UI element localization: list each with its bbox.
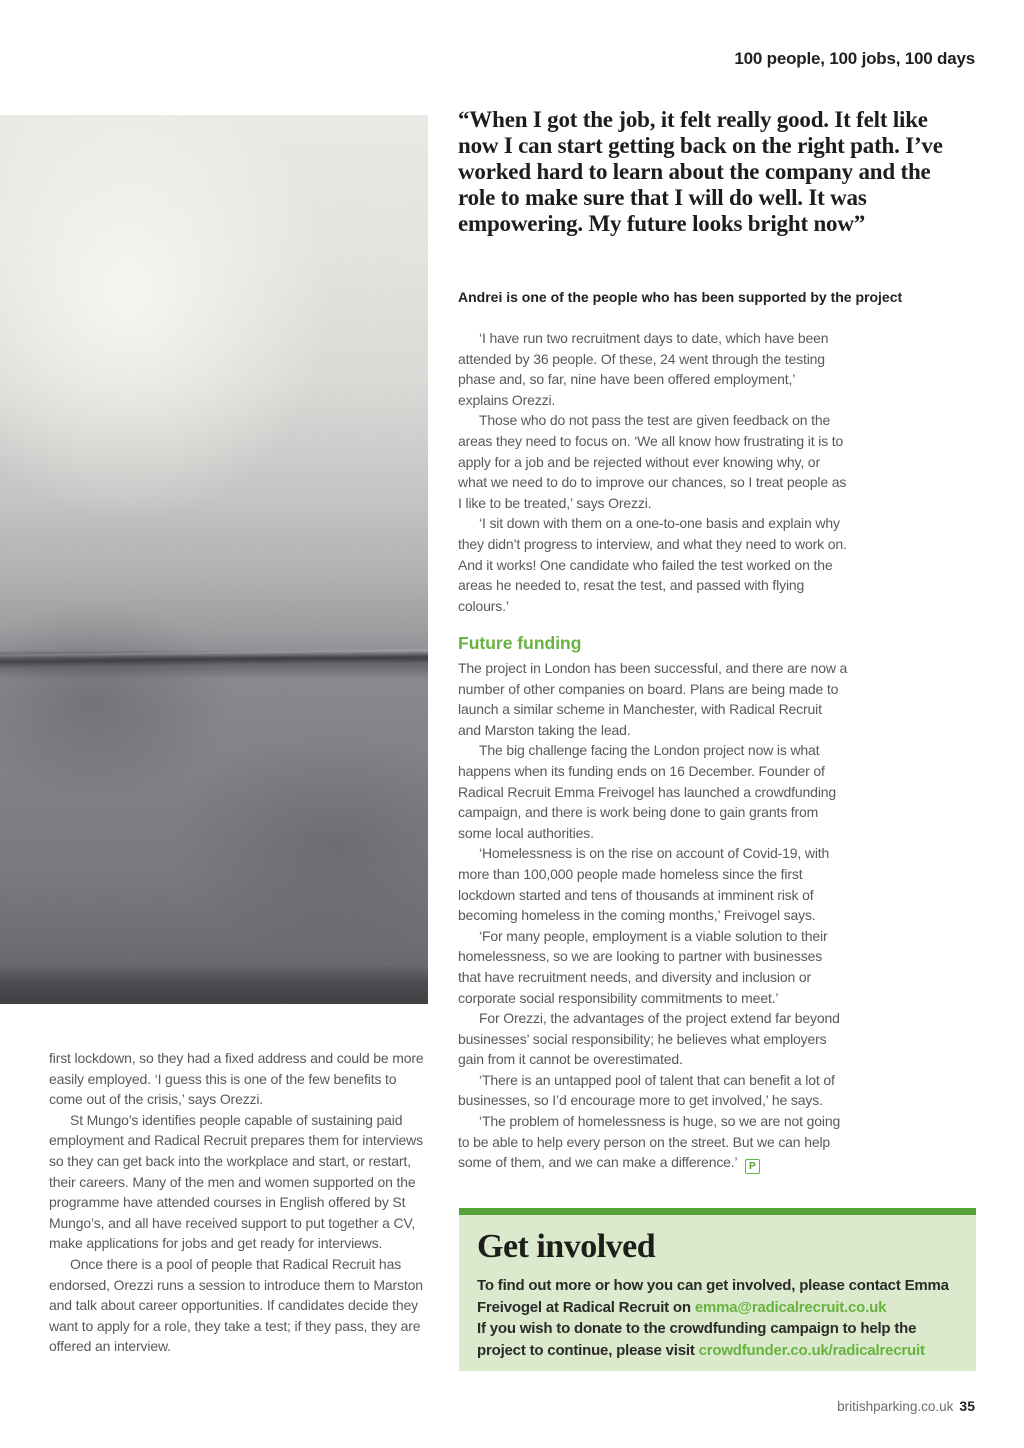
contact-link[interactable]: emma@radicalrecruit.co.uk (694, 1298, 887, 1316)
get-involved-box (459, 1208, 976, 1371)
article-paragraph: first lockdown, so they had a fixed address and could be more easily employed. ‘I guess this is one of the few benefits to come out of the crisis,’ says Orezzi. (49, 1050, 424, 1108)
article-paragraph: ‘I sit down with them on a one-to-one basis and explain why they didn’t progress to interview, and what they need to work on. And it works! One candidate who failed the test worked on the areas he needed to, resat the test, and passed with flying colours.’ (458, 515, 847, 614)
end-of-article-icon: P (745, 1159, 760, 1174)
article-paragraph: ‘For many people, employment is a viable solution to their homelessness, so we are looking to partner with businesses that have recruitment needs, and diversity and inclusion or corporate social responsibility commitments to meet.’ (458, 927, 828, 1006)
article-paragraph: Those who do not pass the test are given feedback on the areas they need to focus on. ‘We all know how frustrating it is to apply for a job and be rejected without ever knowing why, or what we need to do to improve our chances, so I treat people as I like to be treated,’ says Orezzi. (458, 412, 847, 511)
article-paragraph: Once there is a pool of people that Radical Recruit has endorsed, Orezzi runs a session to introduce them to Marston and talk about career opportunities. If candidates decide they want to apply for a role, they take a test; if they pass, they are offered an interview. (49, 1255, 423, 1355)
standfirst: Andrei is one of the people who has been supported by the project (458, 289, 903, 305)
article-paragraph: For Orezzi, the advantages of the project extend far beyond businesses’ social responsibility; he believes what employers gain from it cannot be overestimated. (458, 1010, 840, 1068)
page-footer (837, 1398, 975, 1414)
footer-site-url: britishparking.co.uk (837, 1399, 954, 1414)
article-paragraph: The project in London has been successful, and there are now a number of other companies on board. Plans are being made to launch a similar scheme in Manchester, with Radical Recruit and Marston taking the lead. (458, 660, 848, 738)
get-involved-text (477, 1275, 958, 1361)
pull-quote: “When I got the job, it felt really good. It felt like now I can start getting back on the right path. I’ve worked hard to learn about the company and the role to make sure that I will do well. It was empowering. My future looks bright now” (458, 107, 943, 236)
right-column-bottom (458, 658, 848, 1174)
article-paragraph: ‘Homelessness is on the rise on account of Covid-19, with more than 100,000 people made homeless since the first lockdown started and tens of thousands at imminent risk of becoming homeless in the coming months,’ Freivogel says. (458, 845, 830, 924)
photo-grain-texture (0, 115, 428, 1004)
get-involved-text-segment: If you wish to donate to the crowdfunding campaign to help the project to continue, please visit (477, 1320, 917, 1359)
article-paragraph: ‘The problem of homelessness is huge, so we are not going to be able to help every person on the street. But we can help some of them, and we can make a difference.’ P (458, 1113, 841, 1173)
page-header-tagline: 100 people, 100 jobs, 100 days (734, 49, 975, 68)
contact-link[interactable]: crowdfunder.co.uk/radicalrecruit (698, 1341, 925, 1359)
wall-texture-photo (0, 115, 428, 1004)
article-paragraph: The big challenge facing the London project now is what happens when its funding ends on 16 December. Founder of Radical Recruit Emma Freivogel has launched a crowdfunding campaign, and there is work being done to gain grants from some local authorities. (458, 742, 837, 841)
get-involved-title: Get involved (477, 1228, 656, 1265)
footer-page-number: 35 (959, 1398, 975, 1414)
article-paragraph: ‘I have run two recruitment days to date, which have been attended by 36 people. Of these, 24 went through the testing phase and, so far, nine have been offered employment,’ explains Orezzi. (458, 330, 829, 408)
left-column (49, 1048, 431, 1357)
article-paragraph: St Mungo’s identifies people capable of sustaining paid employment and Radical Recruit prepares them for interviews so they can get back into the workplace and start, or restart, their careers. Many of the men and women supported on the programme have attended courses in English offered by St Mungo’s, and all have received support to put together a CV, make applications for jobs and get ready for interviews. (49, 1111, 423, 1252)
section-heading: Future funding (458, 633, 582, 653)
get-involved-text-segment: To find out more or how you can get involved, please contact Emma Freivogel at Radical Recruit on (477, 1277, 949, 1316)
right-column-top (458, 328, 848, 616)
article-paragraph: ‘There is an untapped pool of talent that can benefit a lot of businesses, so I’d encourage more to get involved,’ he says. (458, 1071, 835, 1109)
